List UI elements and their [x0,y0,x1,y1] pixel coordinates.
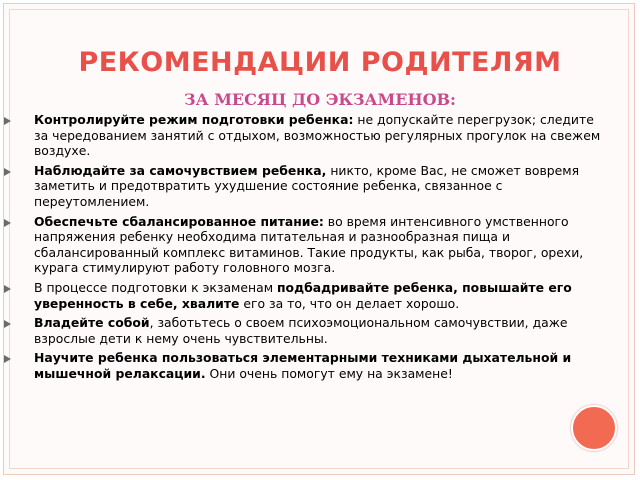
item-text-bold: Контролируйте режим подготовки ребенка: [34,112,354,127]
bullet-arrow-icon [4,355,11,363]
list-item [4,112,604,159]
item-text: никто, кроме Вас, не сможет вовремя заметить и предотвратить ухудшение состояние ребенка, связанное с переутомлением. [34,162,580,209]
list-item [4,315,604,346]
bullet-arrow-icon [4,320,11,328]
bullet-arrow-icon [4,168,11,176]
item-text: его за то, что он делает хорошо. [239,295,460,311]
item-text: во время интенсивного умственного напряжения ребенку необходима питательная и разнообразная пища и сбалансированный комплекс витаминов. Такие продукты, как рыба, творог, орехи, курага стимулируют работу головного мозга. [34,213,584,276]
list-item [4,280,604,311]
bullet-arrow-icon [4,219,11,227]
item-text-bold: Наблюдайте за самочувствием ребенка, [34,162,327,178]
bullet-arrow-icon [4,285,11,293]
item-text: не допускайте перегрузок; следите за чередованием занятий с отдыхом, возможностью регулярных прогулок на свежем воздухе. [34,112,601,159]
list-item [4,214,604,276]
bullet-arrow-icon [4,117,11,125]
slide-subtitle: ЗА МЕСЯЦ ДО ЭКЗАМЕНОВ: [184,90,456,109]
item-text: , заботьтесь о своем психоэмоциональном самочувствии, даже взрослые дети к нему очень чувствительны. [34,315,568,346]
decorative-circle [571,405,617,451]
list-item [4,163,604,210]
item-text-bold: Владейте собой [34,315,150,331]
item-text-bold: Научите ребенка пользоваться элементарными техниками дыхательной и мышечной релаксации. [34,350,572,381]
item-text: В процессе подготовки к экзаменам [34,279,277,295]
list-item [4,350,604,381]
slide-title: РЕКОМЕНДАЦИИ РОДИТЕЛЯМ [78,47,562,78]
item-text: Они очень помогут ему на экзамене! [205,365,453,381]
item-text-bold: Обеспечьте сбалансированное питание: [34,213,324,229]
recommendation-list [4,112,604,386]
item-text-bold: подбадривайте ребенка, повышайте его уверенность в себе, хвалите [34,279,572,311]
